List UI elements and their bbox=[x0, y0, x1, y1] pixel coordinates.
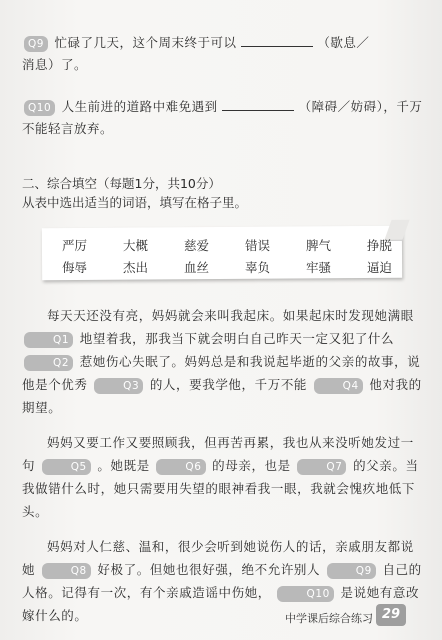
word-bank-item: 错误 bbox=[244, 238, 270, 253]
book-title: 中学课后综合练习 bbox=[285, 612, 373, 625]
word-bank-item: 大概 bbox=[122, 238, 148, 253]
p1-text-b: 地望着我，那我当下就会明白自己昨天一定又犯了什么 bbox=[79, 331, 395, 346]
p3-text-a: 妈妈对人仁慈、温和，很少会听到她说伤人的话，亲戚朋友都说她 bbox=[22, 539, 414, 577]
word-bank-item: 脾气 bbox=[305, 238, 331, 253]
passage bbox=[22, 304, 422, 639]
q10-text-b: （障碍／妨碍），千万 bbox=[298, 99, 423, 114]
answer-slot-q6[interactable]: Q6 bbox=[156, 459, 205, 475]
word-bank-item: 侮辱 bbox=[62, 260, 88, 275]
answer-slot-q4[interactable]: Q4 bbox=[314, 378, 363, 394]
answer-slot-q5[interactable]: Q5 bbox=[42, 459, 91, 475]
word-bank-item: 严厉 bbox=[62, 238, 88, 253]
section-instruction: 从表中选出适当的词语，填写在格子里。 bbox=[22, 195, 248, 210]
p2-text-d: 的父亲。当我做错什么时，她只需要用失望的眼神看我一眼，我就会愧疚地低下头。 bbox=[22, 458, 419, 519]
q10-tag: Q10 bbox=[24, 100, 55, 116]
section-title: 二、综合填空（每题1分，共10分） bbox=[22, 176, 221, 191]
p2-text-a: 妈妈又要工作又要照顾我，但再苦再累，我也从来没听她发过一句 bbox=[22, 435, 414, 473]
q9-text-c: 消息）了。 bbox=[22, 57, 88, 72]
word-bank-item: 牢骚 bbox=[305, 260, 331, 275]
answer-slot-q9[interactable]: Q9 bbox=[327, 563, 376, 579]
passage-paragraph-2 bbox=[22, 431, 422, 523]
answer-slot-q10[interactable]: Q10 bbox=[277, 586, 333, 602]
question-q9 bbox=[22, 32, 424, 76]
q10-blank[interactable] bbox=[222, 98, 294, 111]
p1-text-a: 每天天还没有亮，妈妈就会来叫我起床。如果起床时发现她满眼 bbox=[47, 308, 414, 323]
p1-text-d: 的人，要我学他，千万不能 bbox=[149, 377, 308, 392]
answer-slot-q7[interactable]: Q7 bbox=[297, 459, 346, 475]
p3-text-b: 好极了。但她也很好强，绝不允许别人 bbox=[97, 562, 321, 577]
p1-text-c: 惹她伤心失眠了。妈妈总是和我说起毕逝的父亲的故事，说他是个优秀 bbox=[22, 354, 421, 392]
q9-blank[interactable] bbox=[241, 34, 313, 47]
word-bank-row-2 bbox=[62, 258, 392, 276]
word-bank-item: 血丝 bbox=[183, 260, 209, 275]
question-q10 bbox=[22, 96, 424, 140]
word-bank-item: 辜负 bbox=[244, 260, 270, 275]
word-bank-row-1 bbox=[62, 236, 392, 254]
page-number: 29 bbox=[376, 604, 406, 626]
q10-text-c: 不能轻言放弃。 bbox=[22, 121, 114, 136]
q9-text-a: 忙碌了几天，这个周末终于可以 bbox=[54, 35, 237, 50]
p3-text-c: 自己的人格。记得有一次，有个亲戚造谣中伤她， bbox=[22, 562, 422, 600]
answer-slot-q8[interactable]: Q8 bbox=[42, 563, 91, 579]
p3-text-d: 是说她有意改嫁什么的。 bbox=[22, 585, 420, 623]
passage-paragraph-1 bbox=[22, 304, 422, 419]
word-bank-item: 杰出 bbox=[122, 260, 148, 275]
word-bank-item: 慈爱 bbox=[183, 238, 209, 253]
q9-text-b: （歇息／ bbox=[317, 35, 370, 50]
q9-tag: Q9 bbox=[24, 36, 48, 52]
p1-text-e: 他对我的期望。 bbox=[22, 377, 422, 415]
p2-text-b: 。她既是 bbox=[97, 458, 150, 473]
answer-slot-q1[interactable]: Q1 bbox=[24, 332, 73, 348]
answer-slot-q3[interactable]: Q3 bbox=[94, 378, 143, 394]
word-bank-item: 逼迫 bbox=[366, 260, 392, 275]
answer-slot-q2[interactable]: Q2 bbox=[24, 355, 73, 371]
word-bank-item: 挣脱 bbox=[366, 238, 392, 253]
q10-text-a: 人生前进的道路中难免遇到 bbox=[61, 99, 218, 114]
p2-text-c: 的母亲，也是 bbox=[212, 458, 291, 473]
